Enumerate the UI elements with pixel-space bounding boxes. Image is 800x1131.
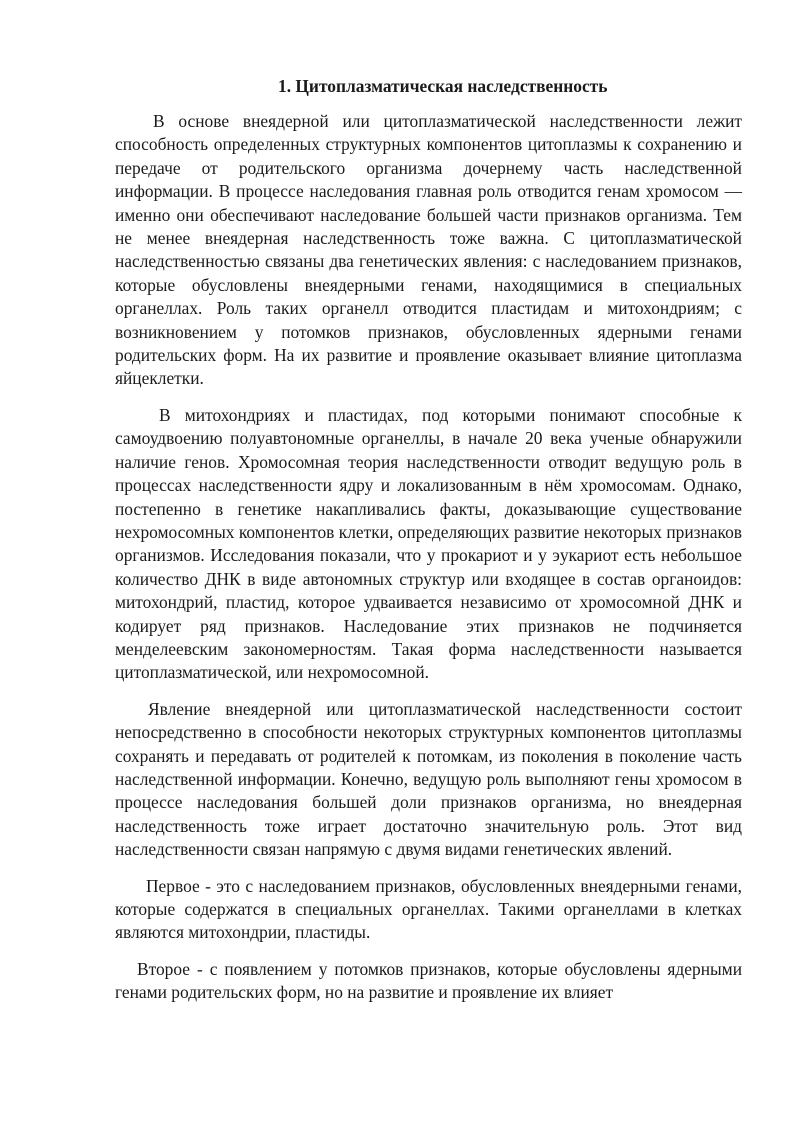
paragraph-3: Явление внеядерной или цитоплазматической наследственности состоит непосредственно в способности некоторых структурных компонентов цитоплазмы сохранять и передавать от родителей к потомкам, из поколения в поколение часть наследственной информации. Конечно, ведущую роль выполняют гены хромосом в процессе наследования большей доли признаков организма, но внеядерная наследственность тоже играет достаточно значительную роль. Этот вид наследственности связан напрямую с двумя видами генетических явлений. [115, 698, 742, 860]
document-page [115, 72, 742, 1018]
paragraph-4: Первое - это с наследованием признаков, обусловленных внеядерными генами, которые содержатся в специальных органеллах. Такими органеллами в клетках являются митохондрии, пластиды. [115, 875, 742, 943]
paragraph-1: В основе внеядерной или цитоплазматической наследственности лежит способность определенных структурных компонентов цитоплазмы к сохранению и передаче от родительского организма дочернему часть наследственной информации. В процессе наследования главная роль отводится генам хромосом — именно они обеспечивают наследование большей части признаков организма. Тем не менее внеядерная наследственность тоже важна. С цитоплазматической наследственностью связаны два генетических явления: с наследованием признаков, которые обусловлены внеядерными генами, находящимися в специальных органеллах. Роль таких органелл отводится пластидам и митохондриям; с возникновением у потомков признаков, обусловленных ядерными генами родительских форм. На их развитие и проявление оказывает влияние цитоплазма яйцеклетки. [115, 111, 742, 389]
section-heading: 1. Цитоплазматическая наследственность [278, 76, 608, 96]
paragraph-2: В митохондриях и пластидах, под которыми понимают способные к самоудвоению полуавтономные органеллы, в начале 20 века ученые обнаружили наличие генов. Хромосомная теория наследственности отводит ведущую роль в процессах наследственности ядру и локализованным в нём хромосомам. Однако, постепенно в генетике накапливались факты, доказывающие существование нехромосомных компонентов клетки, определяющих развитие некоторых признаков организмов. Исследования показали, что у прокариот и у эукариот есть небольшое количество ДНК в виде автономных структур или входящее в состав органоидов: митохондрий, пластид, которое удваивается независимо от хромосомной ДНК и кодирует ряд признаков. Наследование этих признаков не подчиняется менделеевским закономерностям. Такая форма наследственности называется цитоплазматической, или нехромосомной. [115, 404, 742, 683]
paragraph-5: Второе - с появлением у потомков признаков, которые обусловлены ядерными генами родительских форм, но на развитие и проявление их влияет [115, 958, 742, 1003]
